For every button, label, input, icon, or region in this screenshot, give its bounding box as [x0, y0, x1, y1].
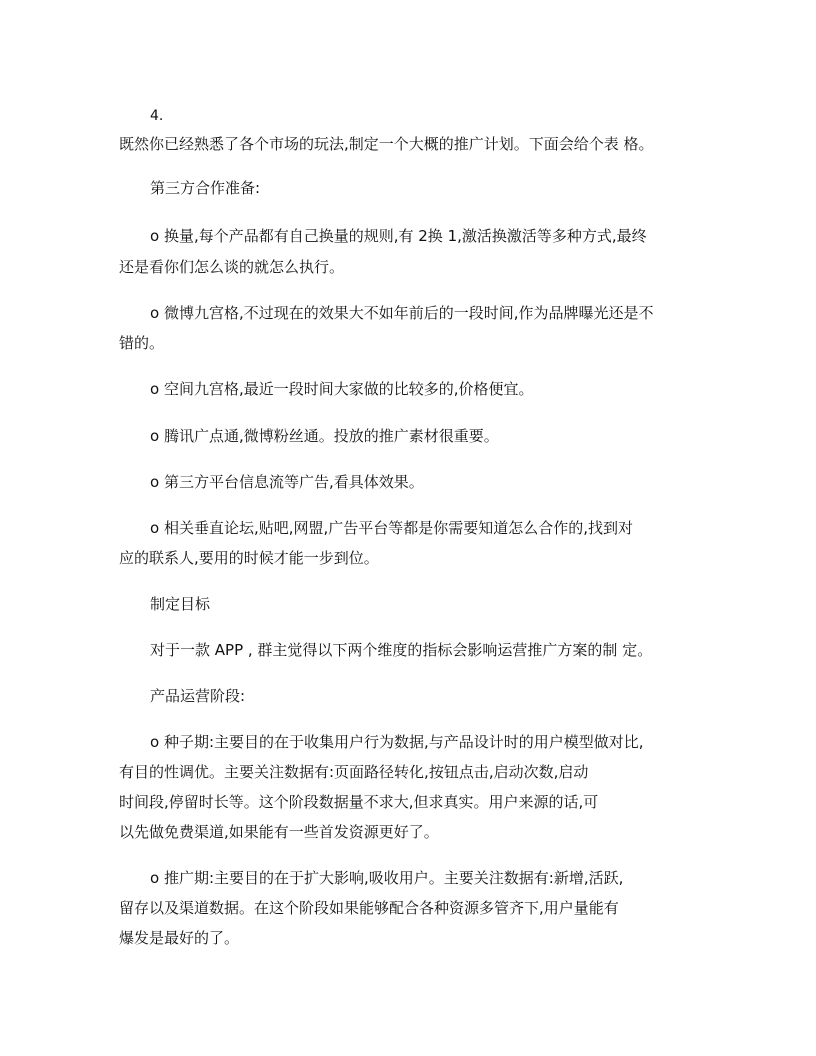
section-heading-goals: 制定目标: [150, 595, 211, 613]
list-item-exchange: o 换量,每个产品都有自己换量的规则,有 2换 1,激活换激活等多种方式,最终: [150, 227, 647, 245]
list-item-qzone-grid: o 空间九宫格,最近一段时间大家做的比较多的,价格便宜。: [150, 380, 534, 398]
section-heading-third-party: 第三方合作准备:: [150, 179, 261, 197]
list-item-gdt: o 腾讯广点通,微博粉丝通。投放的推广素材很重要。: [150, 427, 499, 445]
list-item-seed-stage-cont: 时间段,停留时长等。这个阶段数据量不求大,但求真实。用户来源的话,可: [119, 793, 599, 811]
goals-paragraph: 对于一款 APP , 群主觉得以下两个维度的指标会影响运营推广方案的制 定。: [150, 641, 653, 659]
list-item-seed-stage: o 种子期:主要目的在于收集用户行为数据,与产品设计时的用户模型做对比,: [150, 733, 644, 751]
list-item-promotion-stage-cont: 留存以及渠道数据。在这个阶段如果能够配合各种资源多管齐下,用户量能有: [119, 899, 619, 917]
list-item-forums: o 相关垂直论坛,贴吧,网盟,广告平台等都是你需要知道怎么合作的,找到对: [150, 519, 634, 537]
list-item-feed-ads: o 第三方平台信息流等广告,看具体效果。: [150, 473, 424, 491]
section-heading-stages: 产品运营阶段:: [150, 687, 246, 705]
list-item-promotion-stage-cont: 爆发是最好的了。: [119, 929, 240, 947]
list-item-forums-cont: 应的联系人,要用的时候才能一步到位。: [119, 549, 379, 567]
list-item-promotion-stage: o 推广期:主要目的在于扩大影响,吸收用户。主要关注数据有:新增,活跃,: [150, 869, 624, 887]
list-item-exchange-cont: 还是看你们怎么谈的就怎么执行。: [119, 258, 345, 276]
page-number: 4.: [150, 108, 164, 124]
list-item-weibo-grid: o 微博九宫格,不过现在的效果大不如年前后的一段时间,作为品牌曝光还是不: [150, 304, 654, 322]
list-item-seed-stage-cont: 有目的性调优。主要关注数据有:页面路径转化,按钮点击,启动次数,启动: [119, 763, 589, 781]
intro-paragraph: 既然你已经熟悉了各个市场的玩法,制定一个大概的推广计划。下面会给个表 格。: [119, 135, 654, 153]
list-item-seed-stage-cont: 以先做免费渠道,如果能有一些首发资源更好了。: [119, 823, 439, 841]
list-item-weibo-grid-cont: 错的。: [119, 334, 165, 352]
